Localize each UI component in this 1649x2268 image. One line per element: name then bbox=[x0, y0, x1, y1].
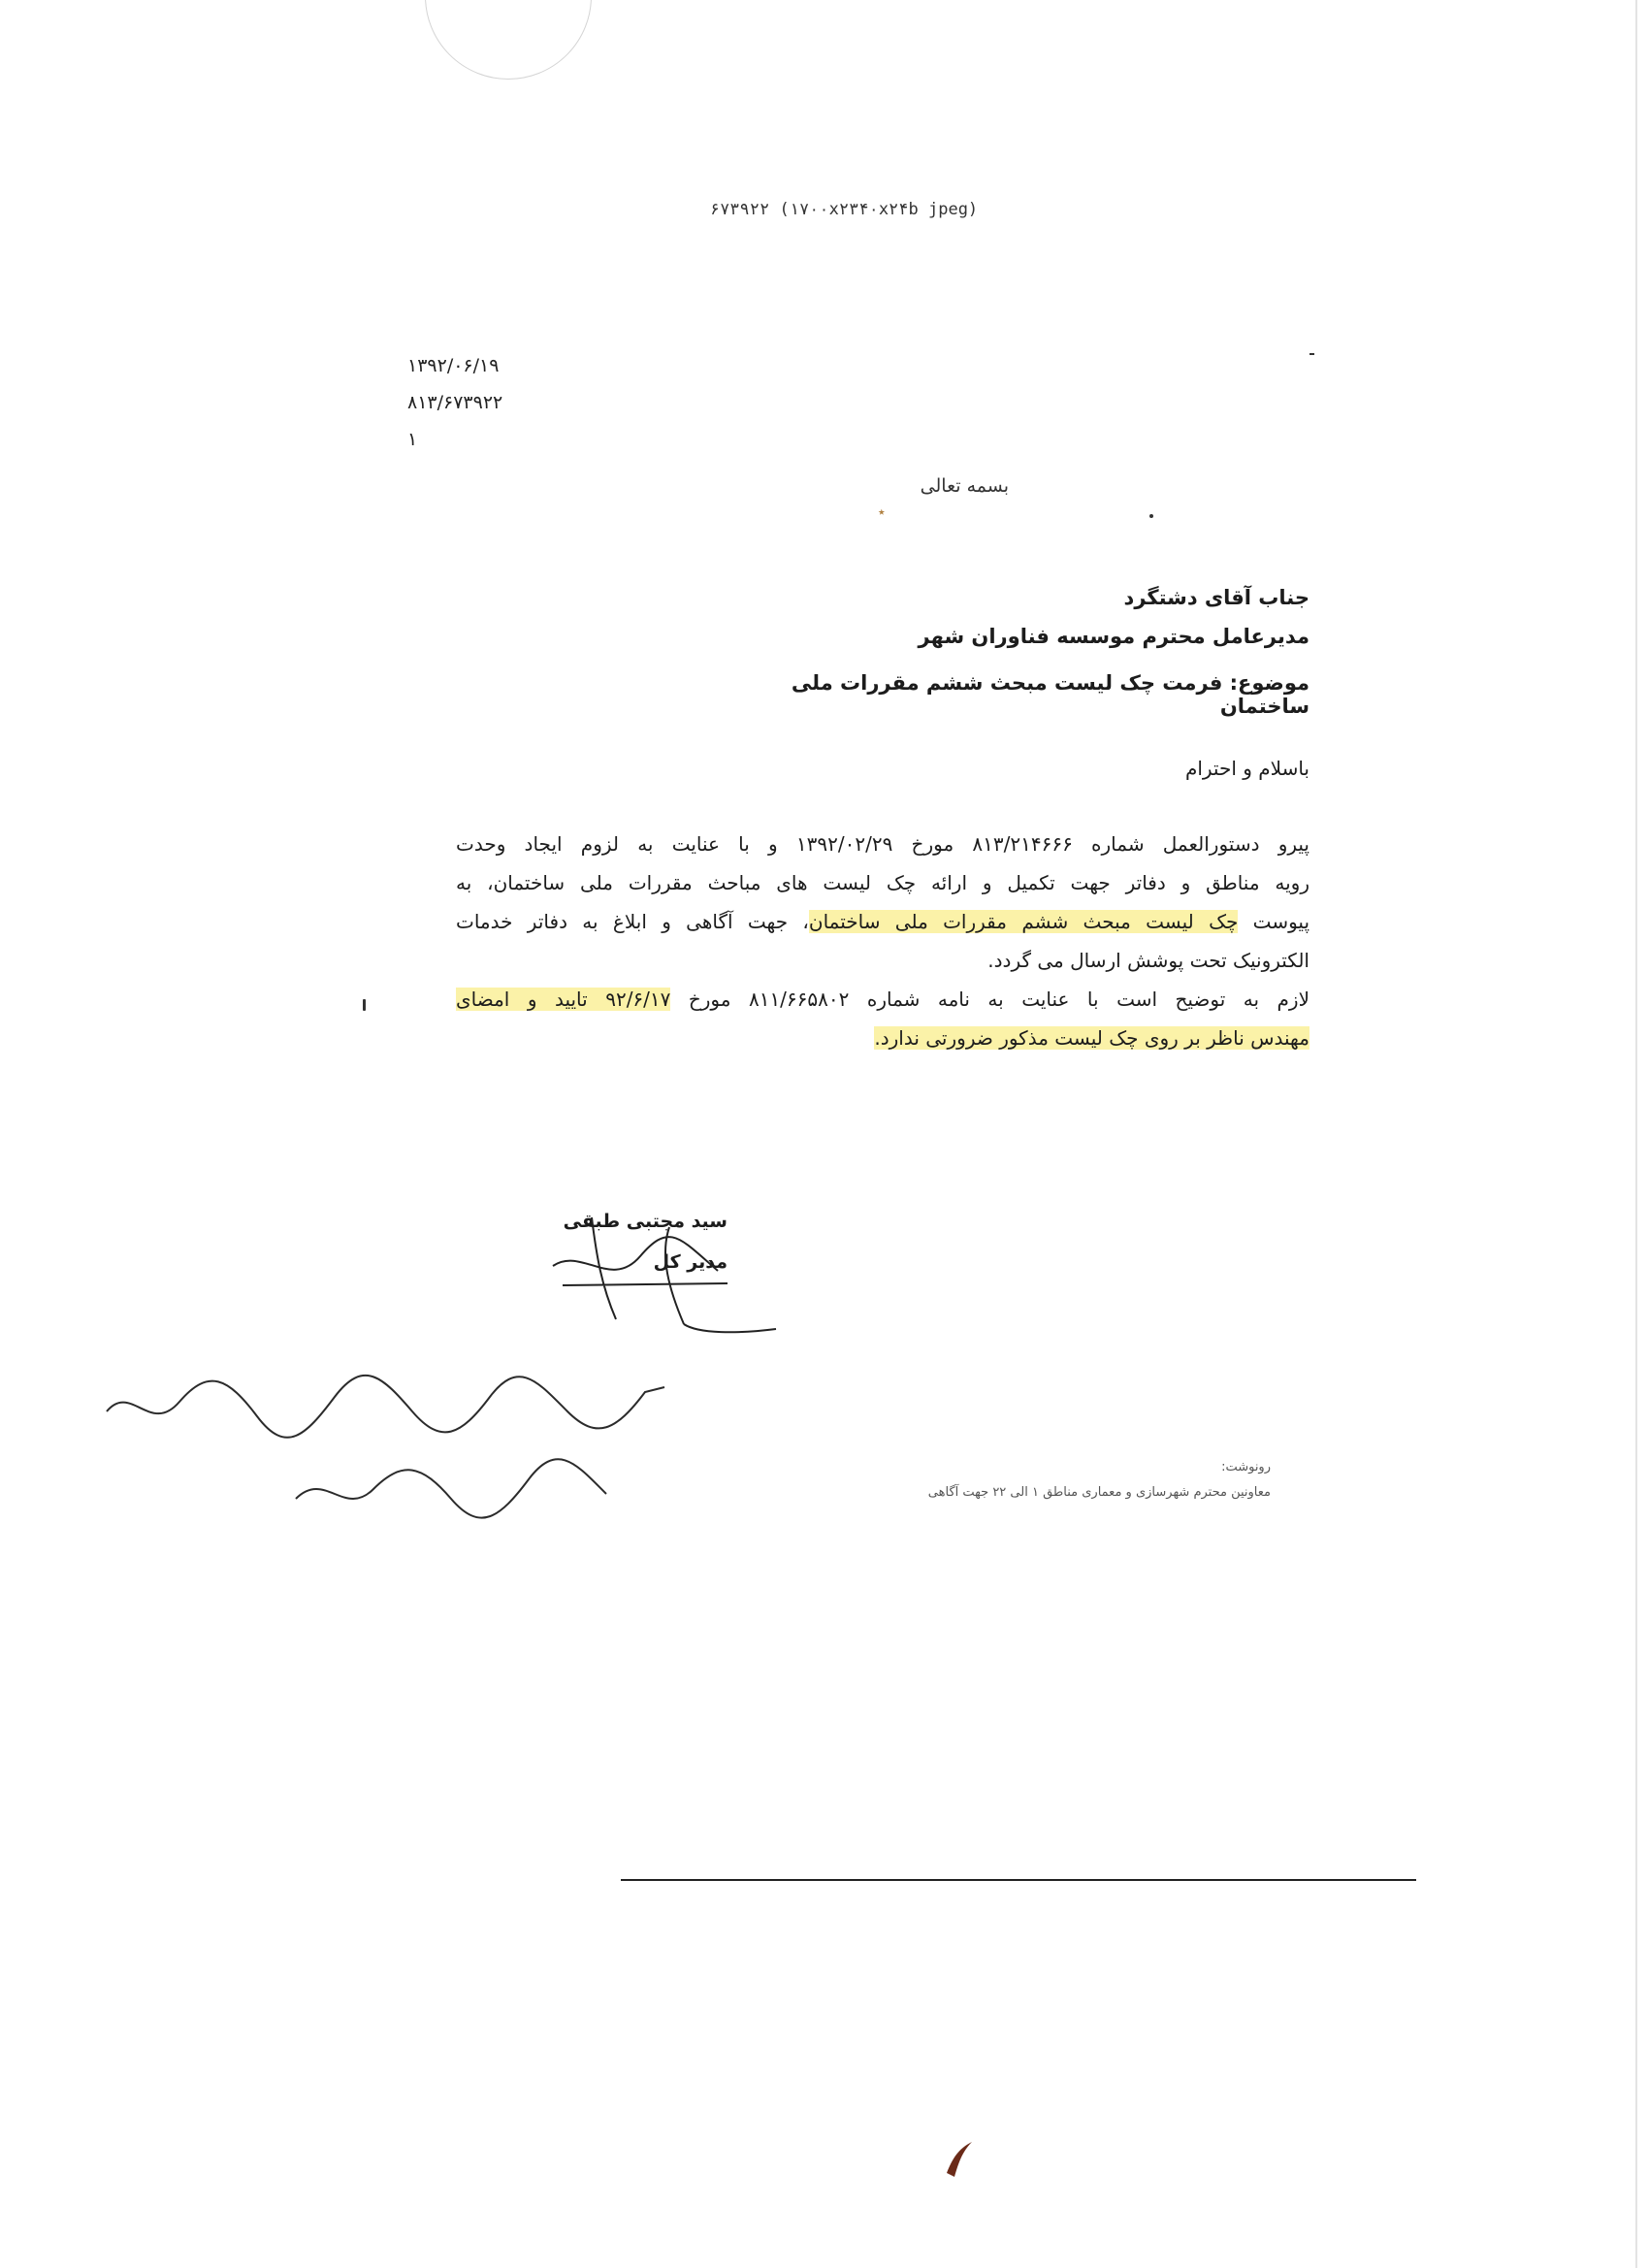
subject-line: موضوع: فرمت چک لیست مبحث ششم مقررات ملی ساختمان bbox=[791, 671, 1310, 718]
cc-recipients: معاونین محترم شهرسازی و معماری مناطق ۱ الی ۲۲ جهت آگاهی bbox=[927, 1485, 1271, 1500]
letter-number: ۸۱۳/۶۷۳۹۲۲ bbox=[407, 392, 503, 413]
body-line bbox=[456, 980, 1310, 1019]
ink-dot bbox=[1149, 514, 1153, 518]
addressee-name: جناب آقای دشتگرد bbox=[1123, 586, 1310, 609]
ink-mark: ٭ bbox=[878, 504, 886, 520]
body-line bbox=[456, 1019, 1310, 1057]
letter-attachment: ۱ bbox=[407, 429, 418, 450]
letter-date: ۱۳۹۲/۰۶/۱۹ bbox=[407, 355, 500, 376]
letter-meta bbox=[407, 351, 502, 462]
file-meta-header: ۶۷۳۹۲۲ (۱۷۰۰x۲۳۴۰x۲۴b jpeg) bbox=[709, 200, 979, 219]
cc-label: رونوشت: bbox=[1221, 1460, 1271, 1474]
body-line: الکترونیک تحت پوشش ارسال می گردد. bbox=[987, 949, 1310, 972]
page-edge bbox=[1635, 0, 1637, 2268]
body-line: رویه مناطق و دفاتر جهت تکمیل و ارائه چک لیست های مباحث مقررات ملی ساختمان، به bbox=[456, 871, 1310, 894]
letter-body bbox=[456, 825, 1310, 1057]
divider-line bbox=[621, 1879, 1416, 1881]
signature-scribble bbox=[524, 1198, 786, 1334]
addressee bbox=[776, 578, 1310, 656]
body-line bbox=[456, 902, 1310, 941]
highlighted-text: چک لیست مبحث ششم مقررات ملی ساختمان bbox=[808, 910, 1239, 933]
highlighted-text: ۹۲/۶/۱۷ تایید و امضای bbox=[456, 988, 671, 1011]
highlighted-text: مهندس ناظر بر روی چک لیست مذکور ضرورتی ندارد. bbox=[874, 1026, 1310, 1050]
body-text: پیوست bbox=[1238, 910, 1310, 933]
addressee-title: مدیرعامل محترم موسسه فناوران شهر bbox=[918, 625, 1310, 648]
stamp-outline bbox=[425, 0, 592, 80]
ink-dash bbox=[1310, 353, 1314, 355]
ink-mark bbox=[939, 2134, 978, 2183]
ink-mark bbox=[363, 999, 366, 1011]
besmeleh: بسمه تعالی bbox=[920, 475, 1009, 497]
greeting: باسلام و احترام bbox=[1184, 757, 1310, 780]
body-line: پیرو دستورالعمل شماره ۸۱۳/۲۱۴۶۶۶ مورخ ۱۳۹۲/۰۲/۲۹ و با عنایت به لزوم ایجاد وحدت bbox=[456, 832, 1310, 856]
body-text: لازم به توضیح است با عنایت به نامه شماره ۸۱۱/۶۶۵۸۰۲ مورخ bbox=[670, 988, 1310, 1011]
signatory-title: مدیر کل bbox=[653, 1251, 728, 1273]
cc-block bbox=[854, 1455, 1271, 1506]
handwritten-note bbox=[92, 1344, 694, 1538]
body-text: ، جهت آگاهی و ابلاغ به دفاتر خدمات bbox=[456, 910, 809, 933]
signatory-name: سید مجتبی طبقی bbox=[563, 1211, 728, 1232]
